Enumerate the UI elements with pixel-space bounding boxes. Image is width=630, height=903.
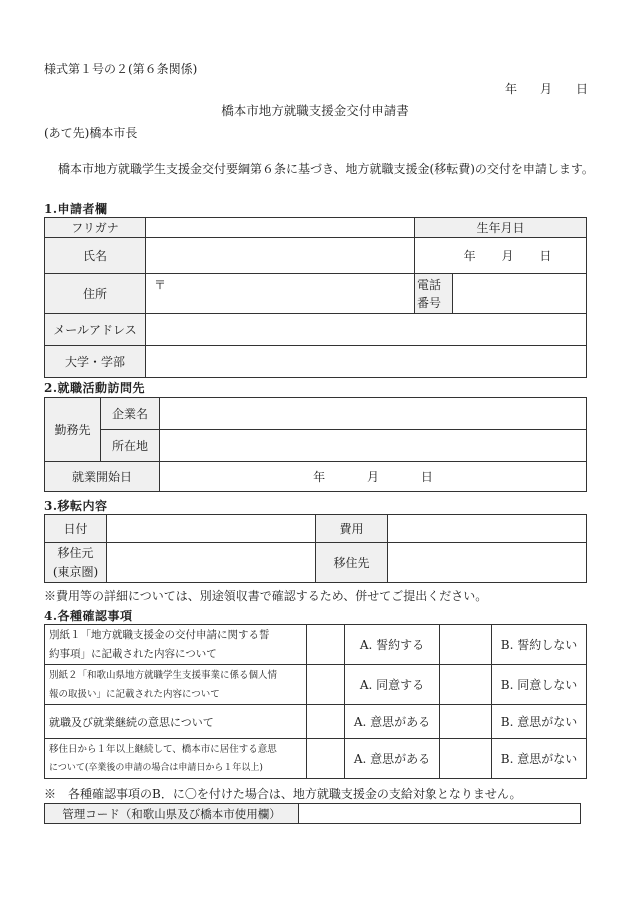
choice-b-box[interactable] <box>440 739 492 779</box>
address-field[interactable] <box>146 274 415 314</box>
start-day-unit: 日 <box>420 470 433 484</box>
start-date-label: 就業開始日 <box>45 462 160 492</box>
choice-b-box[interactable] <box>440 625 492 665</box>
confirmation-text-line1: 別紙１「地方就職支援金の交付申請に関する誓 <box>49 628 270 641</box>
phone-label <box>415 274 453 314</box>
section4-heading: 4.各種確認事項 <box>44 609 133 623</box>
destination-field[interactable] <box>388 543 587 583</box>
choice-a-box[interactable] <box>307 705 345 739</box>
start-date-field[interactable] <box>160 462 587 492</box>
company-label: 企業名 <box>101 398 160 430</box>
origin-label <box>45 543 107 583</box>
phone-label-line2: 番号 <box>417 295 442 310</box>
cost-note: ※費用等の詳細については、別途領収書で確認するため、併せてご提出ください。 <box>44 589 488 603</box>
phone-field[interactable] <box>453 274 587 314</box>
phone-label-line1: 電話 <box>417 277 442 292</box>
origin-label-line1: 移住元 <box>57 545 94 560</box>
choice-a-box[interactable] <box>307 665 345 705</box>
date-label: 日付 <box>45 515 107 543</box>
confirmation-text-line2: について(卒業後の申請の場合は申請日から１年以上) <box>49 762 263 773</box>
birth-day-unit: 日 <box>539 249 552 263</box>
cost-label: 費用 <box>316 515 388 543</box>
confirmation-text <box>45 665 307 705</box>
date-month: 月 <box>540 82 553 96</box>
section2-heading: 2.就職活動訪問先 <box>44 381 146 395</box>
address-label: 住所 <box>45 274 146 314</box>
origin-field[interactable] <box>107 543 316 583</box>
option-b-label: B. 誓約しない <box>492 625 587 665</box>
choice-a-box[interactable] <box>307 625 345 665</box>
name-field[interactable] <box>146 238 415 274</box>
admin-code-field <box>299 804 581 824</box>
option-a-label: A. 意思がある <box>345 739 440 779</box>
confirmation-text-line1: 別紙２「和歌山県地方就職学生支援事業に係る個人情 <box>49 669 278 681</box>
location-label: 所在地 <box>101 430 160 462</box>
admin-code-table <box>44 803 581 824</box>
intro-text: 橋本市地方就職学生支援金交付要綱第６条に基づき、地方就職支援金(移転費)の交付を申請します。 <box>58 162 594 176</box>
confirmation-text-line1: 移住日から１年以上継続して、橋本市に居住する意思 <box>49 743 277 755</box>
birth-month-unit: 月 <box>501 249 514 263</box>
email-field[interactable] <box>146 314 587 346</box>
birth-year-unit: 年 <box>463 249 476 263</box>
confirmation-text-line2: 約事項」に記載された内容について <box>49 647 217 660</box>
origin-label-line2: (東京圏) <box>52 564 99 579</box>
start-month-unit: 月 <box>366 470 379 484</box>
option-b-label: B. 同意しない <box>492 665 587 705</box>
university-field[interactable] <box>146 346 587 378</box>
date-year: 年 <box>505 82 518 96</box>
option-b-label: B. 意思がない <box>492 705 587 739</box>
option-a-label: A. 意思がある <box>345 705 440 739</box>
choice-b-box[interactable] <box>440 705 492 739</box>
choice-b-box[interactable] <box>440 665 492 705</box>
option-a-label: A. 誓約する <box>345 625 440 665</box>
confirmation-note: ※ 各種確認事項のB．に〇を付けた場合は、地方就職支援金の支給対象となりません。 <box>44 787 522 801</box>
option-a-label: A. 同意する <box>345 665 440 705</box>
section3-heading: 3.移転内容 <box>44 499 108 513</box>
admin-code-label: 管理コード（和歌山県及び橋本市使用欄） <box>45 804 299 824</box>
email-label: メールアドレス <box>45 314 146 346</box>
option-b-label: B. 意思がない <box>492 739 587 779</box>
start-year-unit: 年 <box>313 470 326 484</box>
university-label: 大学・学部 <box>45 346 146 378</box>
birthdate-label: 生年月日 <box>415 218 587 238</box>
confirmation-table <box>44 624 587 779</box>
date-day: 日 <box>576 82 589 96</box>
confirmation-row <box>45 739 587 779</box>
postal-mark: 〒 <box>154 278 167 292</box>
confirmation-row <box>45 665 587 705</box>
confirmation-text-line2: 報の取扱い」に記載された内容について <box>49 688 220 700</box>
date-field[interactable] <box>107 515 316 543</box>
furigana-field[interactable] <box>146 218 415 238</box>
furigana-label: フリガナ <box>45 218 146 238</box>
company-field[interactable] <box>160 398 587 430</box>
birthdate-field[interactable] <box>415 238 587 274</box>
name-label: 氏名 <box>45 238 146 274</box>
section1-heading: 1.申請者欄 <box>44 202 108 216</box>
workplace-label: 勤務先 <box>45 398 101 462</box>
applicant-table <box>44 217 587 378</box>
confirmation-row <box>45 705 587 739</box>
document-title: 橋本市地方就職支援金交付申請書 <box>221 103 409 118</box>
relocation-table <box>44 514 587 583</box>
confirmation-text <box>45 739 307 779</box>
cost-field[interactable] <box>388 515 587 543</box>
workplace-table <box>44 397 587 492</box>
confirmation-row <box>45 625 587 665</box>
confirmation-text <box>45 625 307 665</box>
confirmation-text: 就職及び就業継続の意思について <box>45 705 307 739</box>
location-field[interactable] <box>160 430 587 462</box>
addressee: (あて先)橋本市長 <box>44 126 138 140</box>
destination-label: 移住先 <box>316 543 388 583</box>
form-number: 様式第１号の２(第６条関係) <box>44 62 198 76</box>
choice-a-box[interactable] <box>307 739 345 779</box>
